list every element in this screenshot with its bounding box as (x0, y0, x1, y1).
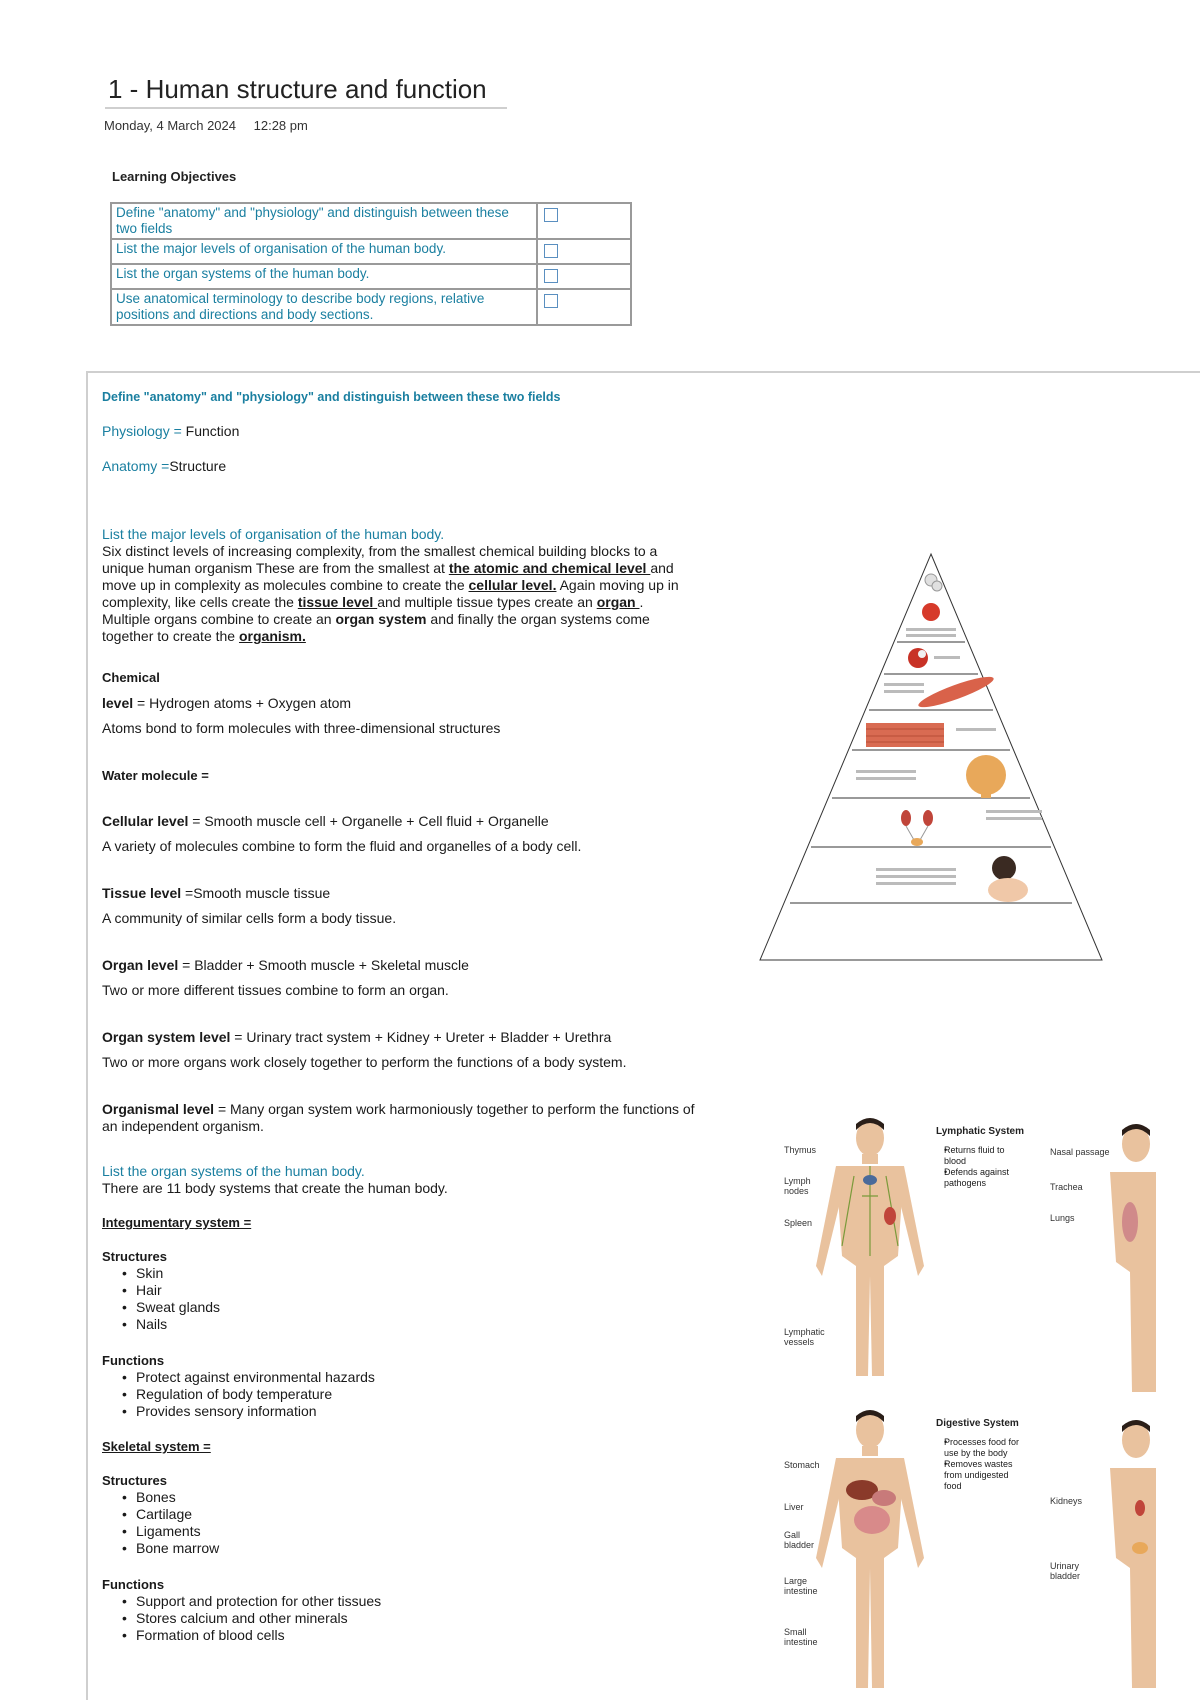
cellular-desc: A variety of molecules combine to form the fluid and organelles of a body cell. (102, 838, 582, 854)
page-title: 1 - Human structure and function (108, 74, 487, 104)
resp-label: Trachea (1050, 1182, 1083, 1192)
skeletal-functions-list (102, 1593, 381, 1644)
objective-text: Define "anatomy" and "physiology" and distinguish between these two fields (111, 203, 537, 239)
objective-checkbox[interactable] (544, 269, 558, 283)
objective-text: Use anatomical terminology to describe body regions, relative positions and directions and body sections. (111, 289, 537, 325)
digestive-label: Gall bladder (784, 1530, 815, 1550)
skeletal-structures-list (102, 1489, 219, 1557)
integumentary-structures-list (102, 1265, 220, 1333)
objectives-table (110, 202, 632, 326)
digestive-bullets (924, 1437, 1024, 1492)
anatomy-value: Structure (169, 458, 227, 474)
list-item: • Hair (102, 1282, 220, 1299)
lymph-label: Lymphatic vessels (784, 1327, 825, 1347)
list-item: • Processes food for use by the body (924, 1437, 1024, 1459)
list-item: • Regulation of body temperature (102, 1386, 375, 1403)
chemical-label: Chemical (102, 670, 160, 685)
urinary-figure-image (1080, 1418, 1156, 1688)
paragraph-line: unique human organism These are from the smallest at the atomic and chemical level and (102, 560, 674, 576)
physiology-line (102, 423, 239, 440)
organisation-pyramid-image (756, 550, 1106, 970)
organ-line: Organ level = Bladder + Smooth muscle + Skeletal muscle (102, 957, 469, 973)
paragraph-line: Six distinct levels of increasing complexity, from the smallest chemical building blocks to a (102, 543, 658, 559)
respiratory-figure-image (1080, 1122, 1156, 1392)
structures-label: Structures (102, 1473, 168, 1488)
levels-heading: List the major levels of organisation of the human body. (102, 526, 445, 542)
objective-checkbox[interactable] (544, 208, 558, 222)
objective-checkbox[interactable] (544, 294, 558, 308)
physiology-value: Function (181, 423, 240, 439)
list-item: • Cartilage (102, 1506, 219, 1523)
digestive-label: Liver (784, 1502, 804, 1512)
table-row (111, 289, 631, 325)
cellular-line: Cellular level = Smooth muscle cell + Organelle + Cell fluid + Organelle (102, 813, 549, 829)
digestive-title: Digestive System (936, 1418, 1019, 1429)
lymphatic-title: Lymphatic System (936, 1126, 1024, 1137)
digestive-label: Stomach (784, 1460, 820, 1470)
organ-desc: Two or more different tissues combine to form an organ. (102, 982, 449, 998)
objectives-heading: Learning Objectives (112, 169, 237, 184)
physiology-label: Physiology = (102, 423, 182, 439)
list-item: • Support and protection for other tissues (102, 1593, 381, 1610)
systems-intro: There are 11 body systems that create the human body. (102, 1180, 448, 1196)
atomic-level-link: the atomic and chemical level (448, 560, 651, 576)
organismal-line: Organismal level = Many organ system work harmoniously together to perform the functions of an independent organism. (102, 1101, 695, 1134)
paragraph-line: together to create the organism. (102, 628, 306, 644)
list-item: • Skin (102, 1265, 220, 1282)
list-item: • Bones (102, 1489, 219, 1506)
systems-heading: List the organ systems of the human body. (102, 1163, 365, 1179)
urinary-label: Urinary bladder (1050, 1561, 1081, 1581)
anatomy-line (102, 458, 226, 475)
chemical-line: level = Hydrogen atoms + Oxygen atom (102, 695, 352, 711)
paragraph-line: complexity, like cells create the tissue level and multiple tissue types create an organ . (102, 594, 644, 610)
digestive-label: Large intestine (784, 1576, 818, 1596)
integumentary-heading: Integumentary system = (102, 1215, 252, 1230)
skeletal-heading: Skeletal system = (102, 1439, 211, 1454)
date-text: Monday, 4 March 2024 (104, 118, 236, 133)
integumentary-functions-list (102, 1369, 375, 1420)
lymph-label: Spleen (784, 1218, 813, 1228)
resp-label: Nasal passage (1050, 1147, 1110, 1157)
list-item: • Stores calcium and other minerals (102, 1610, 381, 1627)
urinary-label: Kidneys (1050, 1496, 1083, 1506)
table-row (111, 203, 631, 239)
tissue-line: Tissue level =Smooth muscle tissue (102, 885, 331, 901)
list-item: • Removes wastes from undigested food (924, 1459, 1024, 1492)
organsys-desc: Two or more organs work closely together to perform the functions of a body system. (102, 1054, 627, 1070)
objective-text: List the major levels of organisation of the human body. (111, 239, 537, 264)
anatomy-label: Anatomy = (102, 458, 170, 474)
list-item: • Defends against pathogens (924, 1167, 1014, 1189)
title-divider (105, 107, 507, 109)
organsys-line: Organ system level = Urinary tract system + Kidney + Ureter + Bladder + Urethra (102, 1029, 612, 1045)
list-item: • Returns fluid to blood (924, 1145, 1014, 1167)
objective-checkbox[interactable] (544, 244, 558, 258)
functions-label: Functions (102, 1577, 165, 1592)
chemical-desc: Atoms bond to form molecules with three-dimensional structures (102, 720, 501, 736)
list-item: • Ligaments (102, 1523, 219, 1540)
water-label: Water molecule = (102, 768, 209, 783)
list-item: • Sweat glands (102, 1299, 220, 1316)
define-heading: Define "anatomy" and "physiology" and distinguish between these two fields (102, 390, 561, 404)
structures-label: Structures (102, 1249, 168, 1264)
lymphatic-bullets (924, 1145, 1014, 1189)
paragraph-line: move up in complexity as molecules combine to create the cellular level. Again moving up in (102, 577, 679, 593)
table-row (111, 264, 631, 289)
list-item: • Nails (102, 1316, 220, 1333)
list-item: • Formation of blood cells (102, 1627, 381, 1644)
tissue-desc: A community of similar cells form a body tissue. (102, 910, 397, 926)
lymph-label: Thymus (784, 1145, 817, 1155)
page-date (104, 118, 322, 133)
table-row (111, 239, 631, 264)
lymph-label: Lymph nodes (784, 1176, 811, 1196)
levels-paragraph (102, 543, 679, 645)
digestive-label: Small intestine (784, 1627, 818, 1647)
paragraph-line: Multiple organs combine to create an organ system and finally the organ systems come (102, 611, 650, 627)
list-item: • Provides sensory information (102, 1403, 375, 1420)
resp-label: Lungs (1050, 1213, 1075, 1223)
list-item: • Bone marrow (102, 1540, 219, 1557)
objective-text: List the organ systems of the human body. (111, 264, 537, 289)
time-text: 12:28 pm (253, 118, 308, 133)
list-item: • Protect against environmental hazards (102, 1369, 375, 1386)
functions-label: Functions (102, 1353, 165, 1368)
